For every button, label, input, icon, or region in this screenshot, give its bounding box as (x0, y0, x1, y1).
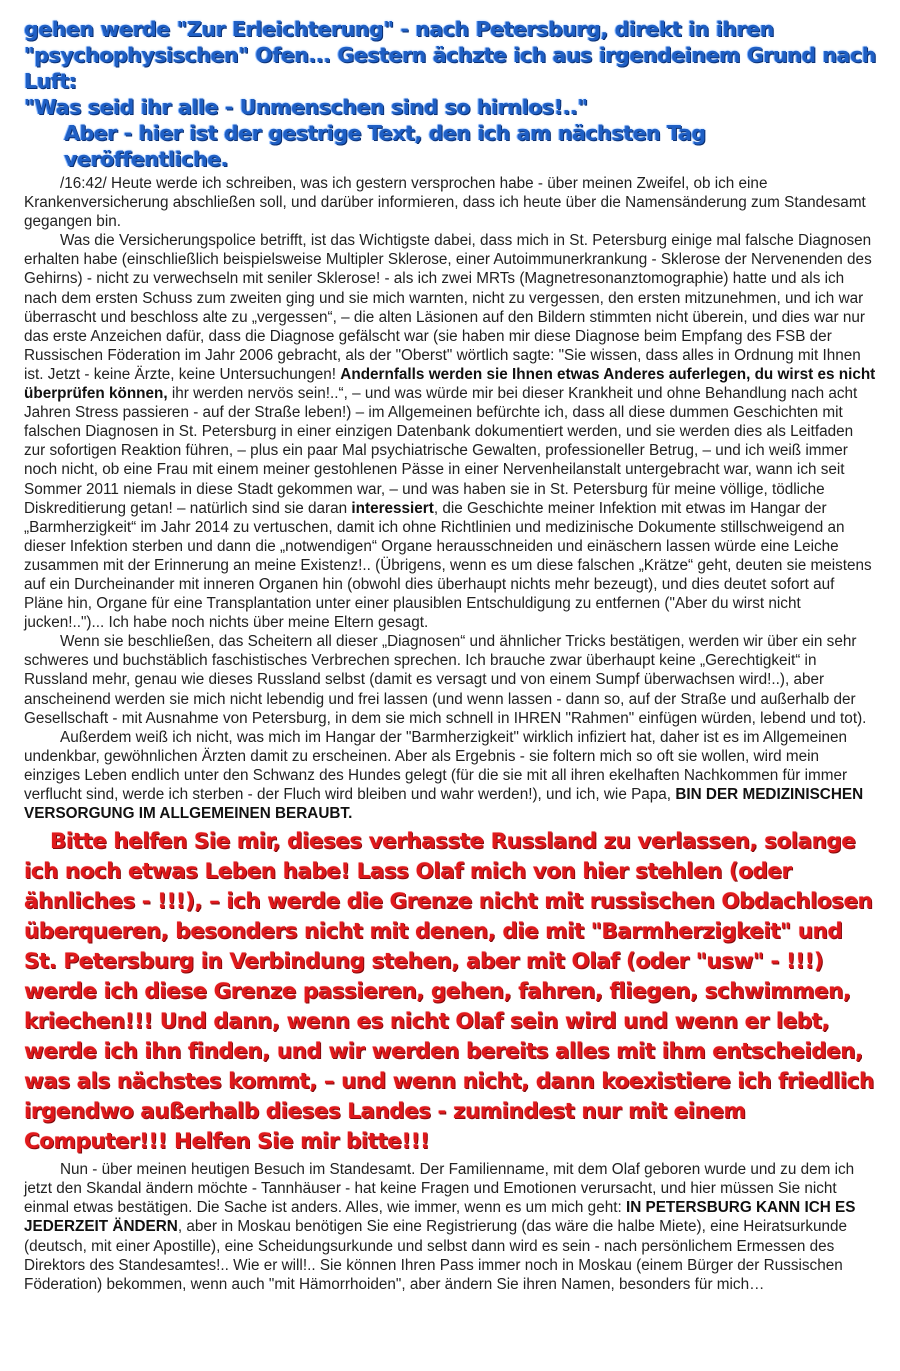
paragraph-insurance (24, 231, 876, 632)
heading-line-2: "psychophysischen" Ofen... Gestern ächzte ich aus irgendeinem Grund nach Luft: (24, 43, 876, 93)
paragraph-insurance-part-a: Was die Versicherungspolice betrifft, ist das Wichtigste dabei, dass mich in St. Petersburg einige mal falsche Diagnosen erhalten habe (einschließlich beispielsweise Multipler Sklerose, einer Autoimmunerkrankung - Sklerose der Nervenenden des Gehirns) - nicht zu verwechseln mit seniler Sklerose! - als ich zwei MRTs (Magnetresonanztomographie) hatte und als ich nach dem ersten Schuss zum zweiten ging und sie mich warnten, nicht zu vergessen, den ersten mitzunehmen, und ich war überrascht und beschloss alte zu „vergessen“, – die alten Läsionen auf den Bildern stimmten nicht überein, und dies war nur das erste Anzeichen dafür, dass die Diagnose gefälscht war (sie haben mir diese Diagnose beim Empfang des FSB der Russischen Föderation im Jahr 2006 gebracht, als der "Oberst" wörtlich sagte: "Sie wissen, dass alles in Ordnung mit Ihnen ist. Jetzt - keine Ärzte, keine Untersuchungen! (24, 232, 872, 383)
paragraph-registry-part-b: , aber in Moskau benötigen Sie eine Registrierung (das wäre die halbe Miete), eine Heiratsurkunde (deutsch, mit einer Apostille), eine Scheidungsurkunde und selbst dann wird es sein - nach persönlichem Ermessen des Direktors des Standesamtes!.. Wie er will!.. Sie können Ihren Pass immer noch in Moskau (einem Bürger der Russischen Föderation) bekommen, wenn auch "mit Hämorrhoiden", aber ändern Sie ihren Namen, besonders für mich… (24, 1218, 848, 1293)
appeal-red-block: Bitte helfen Sie mir, dieses verhasste Russland zu verlassen, solange ich noch etwas Leben habe! Lass Olaf mich von hier stehlen (oder ähnliches - !!!), – ich werde die Grenze nicht mit russischen Obdachlosen überqueren, besonders nicht mit denen, die mit "Barmherzigkeit" und St. Petersburg in Verbindung stehen, aber mit Olaf (oder "usw" - !!!) werde ich diese Grenze passieren, gehen, fahren, fliegen, schwimmen, kriechen!!! Und dann, wenn es nicht Olaf sein wird und wenn er lebt, werde ich ihn finden, und wir werden bereits alles mit ihm entscheiden, was als nächstes kommt, – und wenn nicht, dann koexistiere ich friedlich irgendwo außerhalb dieses Landes - zumindest nur mit einem Computer!!! Helfen Sie mir bitte!!! (24, 829, 874, 1155)
paragraph-insurance-part-b: ihr werden nervös sein!..“, – und was würde mir bei dieser Krankheit und ohne Behandlung nach acht Jahren Stress passieren - auf der Straße leben!) – im Allgemeinen befürchte ich, dass all diese dummen Geschichten mit falschen Diagnosen in St. Petersburg in einer einzigen Datenbank dokumentiert werden, und sie werden dies als Leitfaden zur sofortigen Reaktion führen, – plus ein paar Mal psychiatrische Gewalten, professioneller Betrug, – und ich weiß immer noch nicht, ob eine Frau mit einem meiner gestohlenen Pässe in einer Nervenheilanstalt untergebracht war, wann ich seit Sommer 2011 niemals in diese Stadt gekommen war, – und was haben sie in St. Petersburg für meine völlige, tödliche Diskreditierung getan! – natürlich sind sie daran (24, 385, 858, 517)
paragraph-insurance-part-c: , die Geschichte meiner Infektion mit etwas im Hangar der „Barmherzigkeit“ im Jahr 2014 zu vertuschen, damit ich ohne Richtlinien und medizinische Dokumente stillschweigend an dieser Infektion sterben und dann die „notwendigen“ Organe herausschneiden und einäschern lassen würde eine Leiche zusammen mit der Erinnerung an meine Existenz!.. (Übrigens, wenn es um diese falschen „Krätze“ geht, deuten sie meistens auf ein Durcheinander mit inneren Organen hin (obwohl dies überhaupt nichts mehr bezeugt), und dies deutet sofort auf Pläne hin, Organe für eine Transplantation unter einer plausiblen Entschuldigung zu entfernen ("Aber du wirst nicht jucken!..")... Ich habe noch nichts über meine Eltern gesagt. (24, 499, 872, 632)
paragraph-insurance-bold-2: interessiert (351, 499, 434, 517)
paragraph-registry-bold: IN PETERSBURG KANN ICH ES JEDERZEIT ÄNDERN (24, 1199, 856, 1236)
paragraph-hangar-bold: BIN DER MEDIZINISCHEN VERSORGUNG IM ALLGEMEINEN BERAUBT. (24, 786, 864, 823)
paragraph-registry-part-a: Nun - über meinen heutigen Besuch im Standesamt. Der Familienname, mit dem Olaf geboren wurde und zu dem ich jetzt den Skandal ändern möchte - Tannhäuser - hat keine Fragen und Emotionen verursacht, und hier müssen Sie nicht einmal etwas bestätigen. Die Sache ist anders. Alles, wie immer, wenn es um mich geht: (24, 1161, 855, 1217)
paragraph-insurance-bold: Andernfalls werden sie Ihnen etwas Anderes auferlegen, du wirst es nicht überprüfen können, (24, 365, 876, 403)
heading-line-3: "Was seid ihr alle - Unmenschen sind so hirnlos!.." (24, 95, 588, 119)
paragraph-registry-office (24, 1160, 876, 1294)
paragraph-intro: /16:42/ Heute werde ich schreiben, was ich gestern versprochen habe - über meinen Zweifel, ob ich eine Krankenversicherung abschließen soll, und darüber informieren, dass ich heute über die Namensänderung zum Standesamt gegangen bin. (24, 175, 866, 231)
heading-line-4: Aber - hier ist der gestrige Text, den ich am nächsten Tag veröffentliche. (64, 121, 706, 171)
paragraph-hangar-text: Außerdem weiß ich nicht, was mich im Hangar der "Barmherzigkeit" wirklich infiziert hat, daher ist es im Allgemeinen undenkbar, gewöhnlichen Ärzten damit zu erscheinen. Aber als Ergebnis - sie foltern mich so oft sie wollen, wird mein einziges Leben endlich unter den Schwanz des Hundes gelegt (für die sie mit all ihren ekelhaften Nachkommen für immer verflucht sind, werde ich sterben - der Fluch wird bleiben und wahr werden!), und ich, wie Papa, (24, 728, 848, 803)
paragraph-diagnoses: Wenn sie beschließen, das Scheitern all dieser „Diagnosen“ und ähnlicher Tricks bestätigen, werden wir über ein sehr schweres und buchstäblich faschistisches Verbrechen sprechen. Ich brauche zwar überhaupt keine „Gerechtigkeit“ in Russland mehr, genau wie dieses Russland selbst (damit es versagt und von einem Sumpf überwachsen wird!..), aber anscheinend werden sie mich nicht lebendig und frei lassen (und wenn lassen - dann so, auf der Straße und außerhalb der Gesellschaft - mit Ausnahme von Petersburg, in dem sie mich schnell in IHREN "Rahmen" einfügen würden, lebend und tot). (24, 633, 867, 727)
heading-line-1: gehen werde "Zur Erleichterung" - nach Petersburg, direkt in ihren (24, 17, 774, 41)
paragraph-hangar (24, 728, 876, 823)
